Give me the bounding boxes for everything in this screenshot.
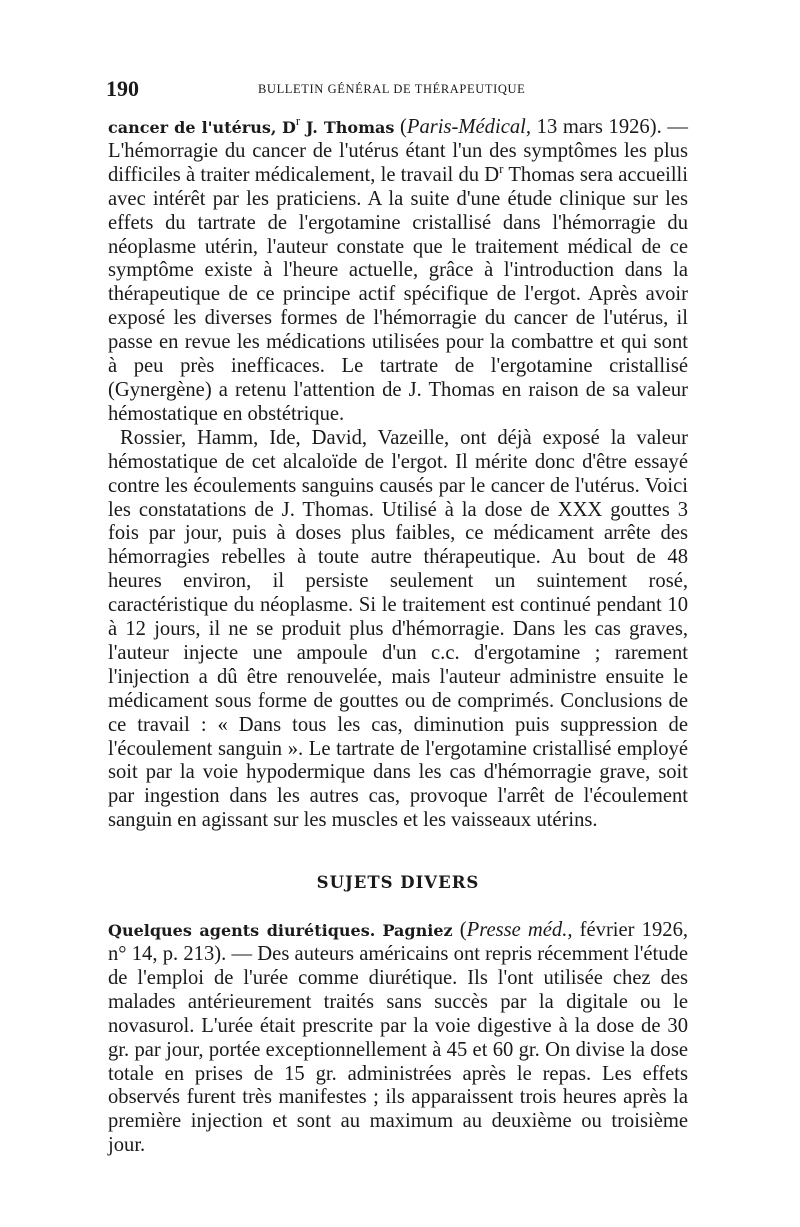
author-name: Pagniez	[382, 921, 453, 941]
running-title: BULLETIN GÉNÉRAL DE THÉRAPEUTIQUE	[258, 82, 526, 96]
author-prefix: D	[282, 118, 296, 137]
page-header	[106, 76, 686, 106]
citation-source: Paris-Médical,	[406, 116, 531, 138]
paragraph-text-continued: Thomas sera accueilli avec intérêt par les praticiens. A la suite d'une étude clinique sur les effets du tartrate de l'ergotamine cristallisé dans l'hémorragie du néoplasme utérin, l'auteur constate que le traitement médical de ce symptôme existe à l'heure actuelle, grâce à l'introduction dans la thérapeutique de ce principe actif spécifique de l'ergot. Après avoir exposé les diverses formes de l'hémorragie du cancer de l'utérus, il passe en revue les médications utilisées pour la combattre et qui sont à peu près inefficaces. Le tartrate de l'ergotamine cristallisé (Gynergène) a retenu l'attention de J. Thomas en raison de sa valeur hémostatique en obstétrique.	[108, 163, 688, 425]
author-superscript: r	[295, 113, 301, 129]
citation-source: Presse méd.,	[466, 919, 573, 942]
article-diuretics-paragraph	[108, 919, 688, 1158]
citation-date: février 1926, n° 14, p. 213).	[108, 919, 689, 965]
author-name: J. Thomas	[305, 118, 395, 137]
page-number: 190	[106, 76, 139, 101]
article-lead: Quelques agents diurétiques.	[108, 921, 376, 941]
article-ergotamine-paragraph-1	[108, 113, 688, 427]
citation-open: (	[459, 919, 467, 942]
section-title: SUJETS DIVERS	[316, 873, 480, 893]
text-superscript: r	[499, 160, 504, 176]
paragraph-text: — Des auteurs américains ont repris récemment l'étude de l'emploi de l'urée comme diurétique. Ils l'ont utilisée chez des malades antérieurement traités sans succès par la digitale ou le novasurol. L'urée était prescrite par la voie digestive à la dose de 30 gr. par jour, portée exceptionnellement à 45 et 60 gr. On divise la dose totale en prises de 15 gr. administrées après le repas. Les effets observés furent très manifestes ; ils apparaissent trois heures après la première injection et sont au maximum au deuxième ou troisième jour.	[108, 943, 689, 1157]
article-ergotamine-paragraph-2: Rossier, Hamm, Ide, David, Vazeille, ont déjà exposé la valeur hémostatique de cet alcaloïde de l'ergot. Il mérite donc d'être essayé contre les écoulements sanguins causés par le cancer de l'utérus. Voici les constatations de J. Thomas. Utilisé à la dose de XXX gouttes 3 fois par jour, puis à doses plus faibles, ce médicament arrête des hémorragies rebelles à toute autre thérapeutique. Au bout de 48 heures environ, il persiste seulement un suintement rosé, caractéristique du néoplasme. Si le traitement est continué pendant 10 à 12 jours, il ne se produit plus d'hémorragie. Dans les cas graves, l'auteur injecte une ampoule d'un c.c. d'ergotamine ; rarement l'injection a dû être renouvelée, mais l'auteur administre ensuite le médicament sous forme de gouttes ou de comprimés. Conclusions de ce travail : « Dans tous les cas, diminution puis suppression de l'écoulement sanguin ». Le tartrate de l'ergotamine cristallisé employé soit par la voie hypodermique dans les cas d'hémorragie grave, soit par ingestion dans les autres cas, provoque l'arrêt de l'écoulement sanguin en agissant sur les muscles et les vaisseaux utérins.	[108, 426, 688, 832]
citation-open: (	[400, 116, 407, 138]
citation-date: 13 mars 1926).	[536, 116, 662, 138]
body-text	[108, 113, 689, 1158]
paragraph-text: — L'hémorragie du cancer de l'utérus étant l'un des symptômes les plus difficiles à traiter médicalement, le travail du D	[108, 116, 688, 186]
article-lead: cancer de l'utérus,	[108, 118, 277, 137]
